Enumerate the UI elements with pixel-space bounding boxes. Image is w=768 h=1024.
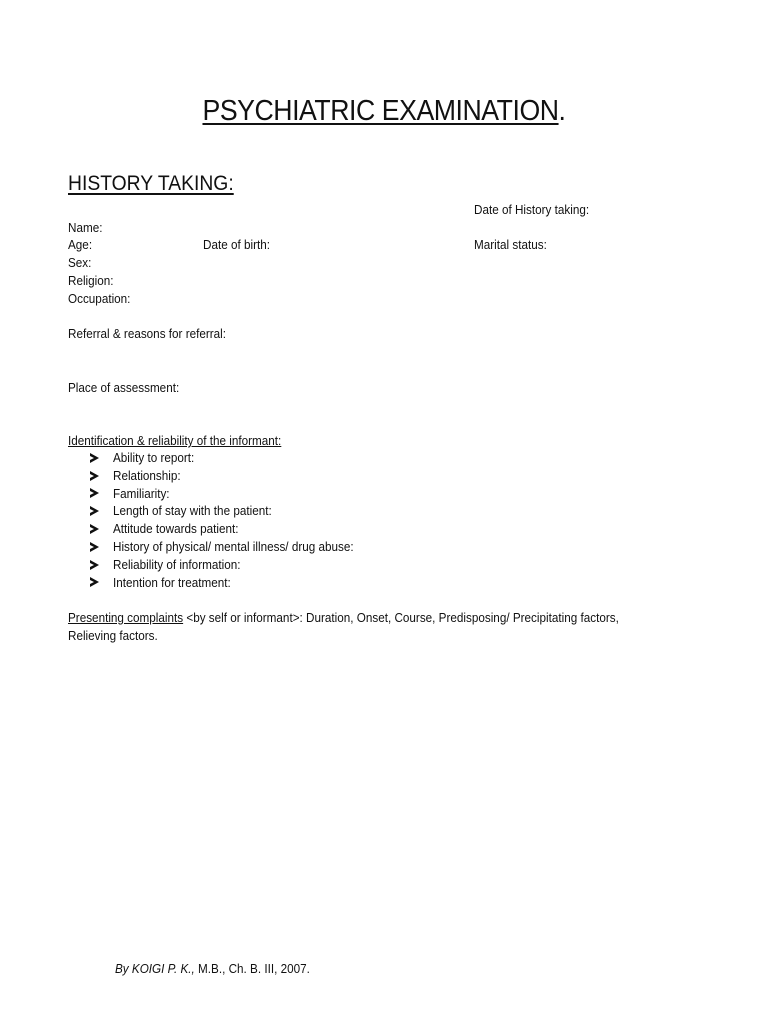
informant-heading: Identification & reliability of the informant: (68, 433, 282, 448)
arrow-bullet-icon (90, 577, 99, 587)
title-text: PSYCHIATRIC EXAMINATION (202, 95, 559, 127)
list-item (90, 520, 380, 538)
field-name: Name: (68, 220, 103, 235)
field-referral: Referral & reasons for referral: (68, 326, 227, 341)
list-item-label: Relationship: (113, 467, 181, 483)
list-item-label: Ability to report: (113, 450, 195, 465)
list-item (90, 485, 380, 503)
section-heading-history-taking: HISTORY TAKING: (68, 172, 234, 195)
field-age: Age: (68, 237, 93, 252)
list-item (90, 574, 380, 592)
list-item-label: Attitude towards patient: (113, 521, 239, 537)
field-religion: Religion: (68, 273, 114, 288)
list-item-label: History of physical/ mental illness/ drug abuse: (113, 538, 354, 554)
footer-author-name: By KOIGI P. K., (115, 961, 195, 976)
presenting-complaints-line2: Relieving factors. (68, 628, 158, 643)
list-item (90, 556, 380, 574)
field-marital-status: Marital status: (474, 237, 547, 252)
presenting-complaints-line1 (68, 609, 619, 627)
field-date-of-history: Date of History taking: (474, 202, 590, 217)
informant-list (90, 449, 380, 591)
list-item (90, 449, 380, 467)
page-title (31, 95, 738, 128)
field-occupation: Occupation: (68, 291, 131, 306)
footer-credentials: M.B., Ch. B. III, 2007. (194, 961, 310, 976)
arrow-bullet-icon (90, 542, 99, 552)
arrow-bullet-icon (90, 506, 99, 516)
list-item (90, 538, 380, 556)
list-item (90, 467, 380, 485)
title-period: . (558, 95, 566, 127)
field-sex: Sex: (68, 255, 92, 270)
list-item (90, 502, 380, 520)
footer-author (115, 961, 310, 976)
list-item-label: Reliability of information: (113, 556, 241, 572)
presenting-complaints-label: Presenting complaints (68, 610, 184, 625)
arrow-bullet-icon (90, 560, 99, 570)
arrow-bullet-icon (90, 471, 99, 481)
arrow-bullet-icon (90, 524, 99, 534)
list-item-label: Familiarity: (113, 485, 170, 501)
field-date-of-birth: Date of birth: (203, 237, 270, 252)
list-item-label: Intention for treatment: (113, 574, 231, 590)
arrow-bullet-icon (90, 488, 99, 498)
arrow-bullet-icon (90, 453, 99, 463)
field-place-of-assessment: Place of assessment: (68, 380, 180, 395)
list-item-label: Length of stay with the patient: (113, 503, 272, 519)
presenting-complaints-text: <by self or informant>: Duration, Onset, Course, Predisposing/ Precipitating factors, (183, 610, 619, 625)
